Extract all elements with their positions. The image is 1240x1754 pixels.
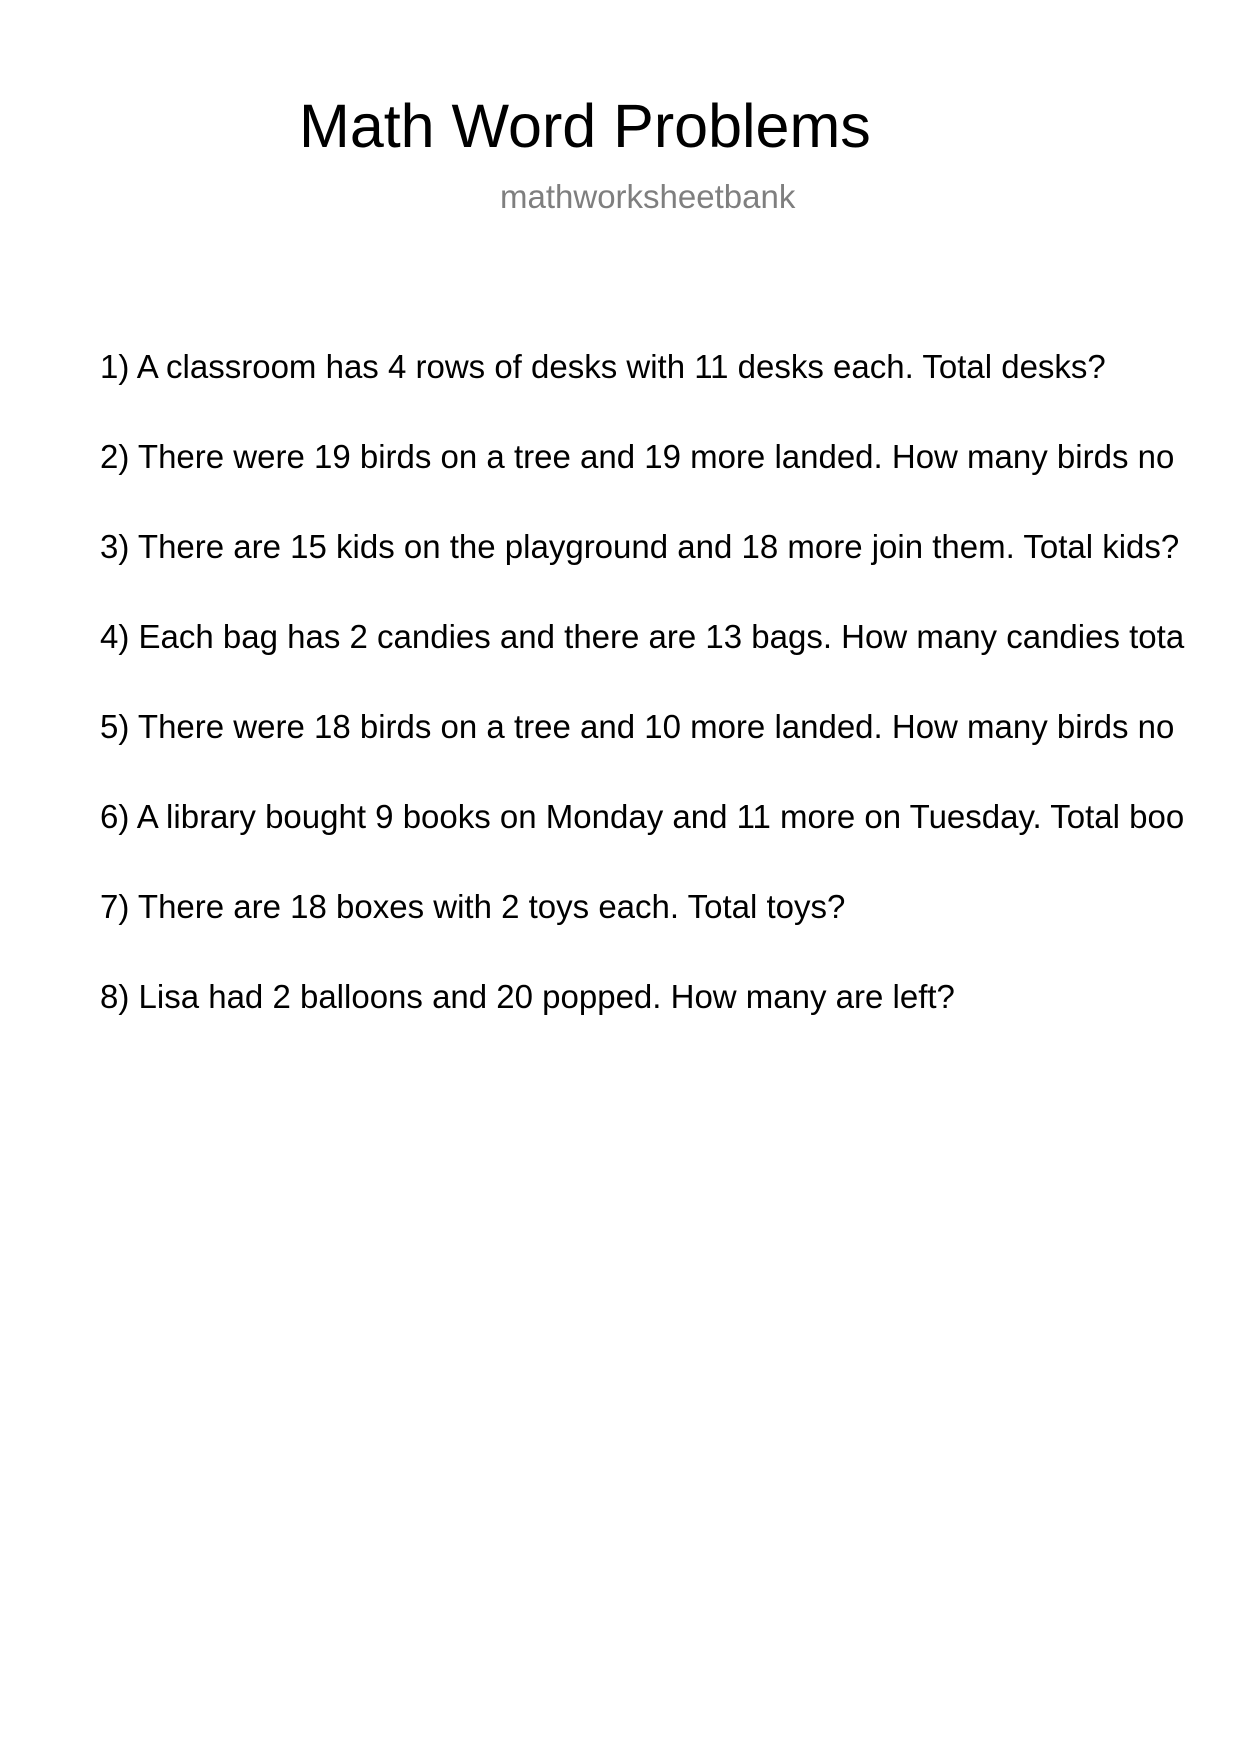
- source-label: mathworksheetbank: [500, 178, 796, 215]
- problem-item-6: 6) A library bought 9 books on Monday and 11 more on Tuesday. Total boo: [100, 798, 1185, 835]
- problem-item-4: 4) Each bag has 2 candies and there are 13 bags. How many candies tota: [100, 618, 1185, 655]
- problem-item-1: 1) A classroom has 4 rows of desks with 11 desks each. Total desks?: [100, 348, 1106, 385]
- problem-list: [100, 350, 1184, 1070]
- problem-item-7: 7) There are 18 boxes with 2 toys each. Total toys?: [100, 888, 846, 925]
- problem-item-5: 5) There were 18 birds on a tree and 10 more landed. How many birds no: [100, 708, 1175, 745]
- problem-item-8: 8) Lisa had 2 balloons and 20 popped. How many are left?: [100, 978, 955, 1015]
- problem-item-2: 2) There were 19 birds on a tree and 19 more landed. How many birds no: [100, 438, 1175, 475]
- problem-item-3: 3) There are 15 kids on the playground and 18 more join them. Total kids?: [100, 528, 1180, 565]
- page-title: Math Word Problems: [299, 92, 871, 160]
